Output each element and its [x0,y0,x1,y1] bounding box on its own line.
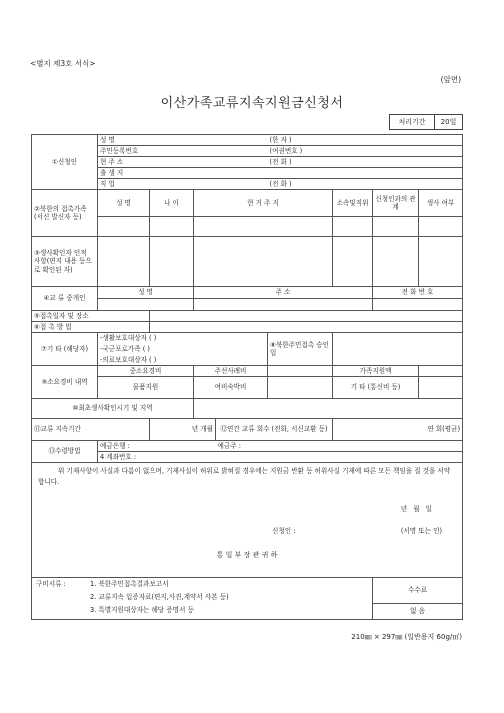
family-residence-cell[interactable] [194,217,333,237]
cost-label: ⑨소요경비 내역 [32,366,98,399]
declaration-text: 위 기재사항이 사실과 다름이 없으며, 기재사실이 허위로 밝혀질 경우에는 지원금 반환 등 허위사실 기재에 따른 모든 책임을 질 것을 서약합니다. [38,467,451,487]
front-page-label: (앞면) [440,75,461,84]
applicant-phone-field[interactable]: (전 화 ) [268,157,463,168]
applicant-birthplace-label: 출 생 지 [98,168,268,179]
required-docs-label: 구비서류 : [36,580,66,588]
col-relation: 신청인과의 관계 [373,190,419,217]
approval-date-label: ⑧북한주민접촉 승인일 [268,333,333,366]
applicant-birthplace-field[interactable] [268,168,463,179]
contact-method-cell[interactable] [150,322,463,333]
minister-line: 통 일 부 장 관 귀 하 [216,551,278,559]
approval-date-cell[interactable] [333,333,463,366]
col-residence: 현 거 주 지 [194,190,333,217]
receipt-method-label: ⑬수령방법 [32,441,98,463]
cost-etc-label: 기 타 (통신비 등) [333,377,419,399]
fee-label: 수수료 [373,578,463,604]
declaration-section [32,463,463,578]
exchange-count-value[interactable]: 연 회(평균) [333,419,463,441]
applicant-id-label: 주민등록번호 [98,146,268,157]
cost-goods-label: 물품지원 [98,377,194,399]
survival-cell-3[interactable] [194,237,333,287]
cost-etc-cell[interactable] [419,377,463,399]
survival-cell-2[interactable] [150,237,194,287]
broker-phone-header: 전 화 번 호 [373,287,463,299]
required-doc-1: 1. 북한주민접촉결과보고서 [90,580,169,588]
sign-hint[interactable]: (서명 또는 인) [400,527,443,535]
latest-confirmation-cell[interactable] [194,399,463,419]
applicant-passport-field[interactable]: (여권번호 ) [268,146,463,157]
survival-cell-4[interactable] [333,237,373,287]
family-alive-cell[interactable] [419,217,463,237]
applicant-job-label: 직 업 [98,179,268,190]
survival-label: ③생사확인자 인적 사항(편지 내용 등으로 확인된 자) [32,237,98,287]
receipt-holder-field[interactable]: 예금주 : [216,441,463,452]
applicant-hanja-field[interactable]: (한 자 ) [268,135,463,146]
other-item-pow-family[interactable]: -국군포로가족 ( ) [98,344,268,355]
applicant-name-label: 성 명 [98,135,268,146]
family-name-cell[interactable] [98,217,150,237]
cost-family-support-cell[interactable] [419,366,463,377]
signer-label: 신청인 : [272,527,296,535]
cost-travel-cell[interactable] [268,377,333,399]
contact-method-label: ⑥접 촉 방 법 [32,322,150,333]
broker-name-cell[interactable] [98,299,194,311]
cost-header-family-support: 가족지원액 [333,366,419,377]
exchange-period-value[interactable]: 년 개월 [150,419,216,441]
receipt-bank-field[interactable]: 예금은행 : [98,441,216,452]
north-family-label: ②북한의 접촉가족 (서신 발신자 등) [32,190,98,237]
applicant-label: ①신청인 [32,135,98,190]
declaration-date[interactable]: 년 월 일 [400,505,433,513]
broker-phone-cell[interactable] [373,299,463,311]
form-number: <별지 제3호 서식> [30,59,96,68]
cost-header-broker-fee: 주선사례비 [194,366,268,377]
col-name: 성 명 [98,190,150,217]
contact-date-cell[interactable] [150,311,463,322]
broker-name-header: 성 명 [98,287,194,299]
col-alive: 생사 여부 [419,190,463,217]
other-label: ⑦기 타 (해당자) [32,333,98,366]
survival-cell-6[interactable] [419,237,463,287]
cost-travel-label: 여비숙박비 [194,377,268,399]
survival-cell-5[interactable] [373,237,419,287]
processing-period-box [389,114,463,130]
fee-value: 없 음 [373,604,463,620]
exchange-period-label: ⑪교류 지속기간 [32,419,150,441]
other-item-medical[interactable]: -의료보호대상자 ( ) [98,355,268,366]
contact-date-label: ⑤접촉일자 및 장소 [32,311,150,322]
broker-label: ④교 류 중개인 [32,287,98,311]
paper-size-note: 210㎜ × 297㎜ (일반용지 60g/㎡) [351,633,462,641]
processing-period-label: 처리기간 [390,115,435,129]
exchange-count-label: ⑫연간 교류 회수 (전화, 서신교환 등) [216,419,333,441]
receipt-account-field[interactable]: 4 계좌번호 : [98,452,463,463]
applicant-job-phone-field[interactable]: (전 화 ) [268,179,463,190]
latest-confirmation-label: ⑩최초생사확인시기 및 지역 [32,399,194,419]
applicant-address-label: 현 주 소 [98,157,268,168]
family-relation-cell[interactable] [373,217,419,237]
family-age-cell[interactable] [150,217,194,237]
required-doc-2: 2. 교류지속 입증자료(편지,사진,계약서 사본 등) [90,593,229,602]
form-title: 이산가족교류지속지원금신청서 [160,96,344,111]
broker-address-cell[interactable] [194,299,373,311]
col-age: 나 이 [150,190,194,217]
col-affiliation: 소속및직위 [333,190,373,217]
processing-period-value: 20일 [440,118,457,126]
application-table [31,134,463,620]
required-docs [32,578,373,620]
family-affiliation-cell[interactable] [333,217,373,237]
survival-cell-1[interactable] [98,237,150,287]
cost-broker-fee-cell[interactable] [268,366,333,377]
other-item-livelihood[interactable]: -생활보호대상자 ( ) [98,333,268,344]
broker-address-header: 주 소 [194,287,373,299]
cost-header-total: 중소요경비 [98,366,194,377]
required-doc-3: 3. 특별지원대상자는 해당 증명서 등 [90,606,194,615]
